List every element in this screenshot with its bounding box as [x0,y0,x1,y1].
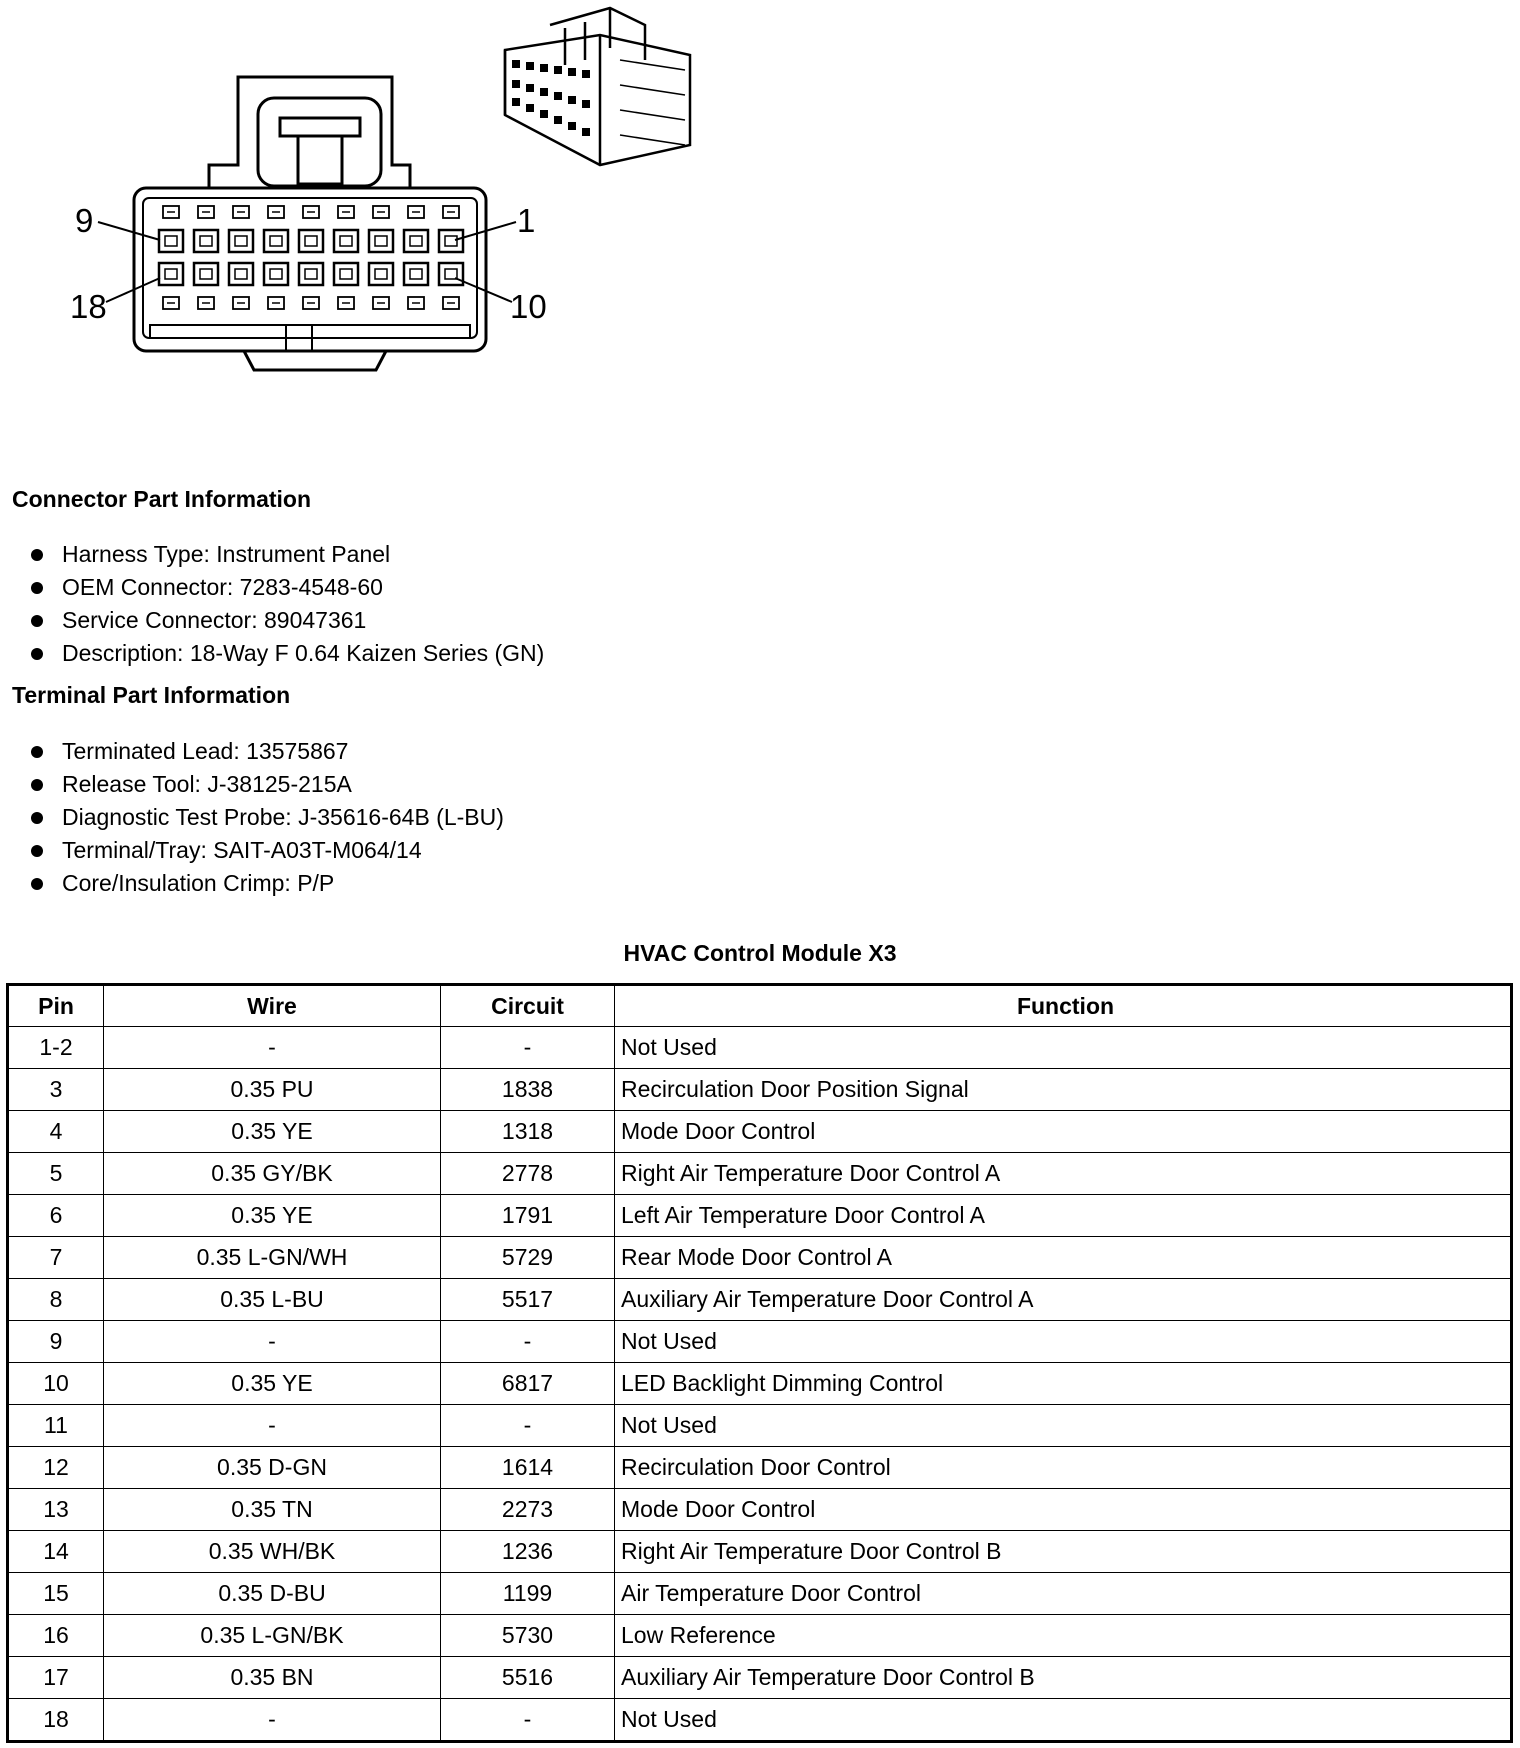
table-body [8,1027,1512,1742]
terminal-cavity [159,230,183,252]
cell-function: Not Used [615,1321,1512,1363]
terminal-contact [305,269,317,279]
terminal-contact [410,269,422,279]
connector-info-title: Connector Part Information [12,486,312,512]
cell-wire: - [104,1321,441,1363]
list-item: Terminal/Tray: SAIT-A03T-M064/14 [26,834,504,867]
cell-function: Right Air Temperature Door Control A [615,1153,1512,1195]
terminal-contact [165,236,177,246]
table-header-row [8,985,1512,1027]
terminal-info-list [26,735,504,900]
cell-function: Auxiliary Air Temperature Door Control A [615,1279,1512,1321]
list-item: Harness Type: Instrument Panel [26,538,544,571]
cell-wire: 0.35 L-BU [104,1279,441,1321]
terminal-contact [445,236,457,246]
cell-pin: 9 [8,1321,104,1363]
table-row [8,1573,1512,1615]
cell-function: Air Temperature Door Control [615,1573,1512,1615]
cell-function: Low Reference [615,1615,1512,1657]
cell-wire: 0.35 L-GN/BK [104,1615,441,1657]
cell-function: LED Backlight Dimming Control [615,1363,1512,1405]
table-row [8,1195,1512,1237]
cell-pin: 11 [8,1405,104,1447]
terminal-contact [270,236,282,246]
terminal-contact [165,269,177,279]
cell-circuit: 2273 [441,1489,615,1531]
cell-function: Rear Mode Door Control A [615,1237,1512,1279]
cell-circuit: 1614 [441,1447,615,1489]
column-header-circuit: Circuit [441,985,615,1027]
cell-circuit: 1838 [441,1069,615,1111]
connector-info-list [26,538,544,670]
terminal-cavity [194,263,218,285]
terminal-cavity [159,263,183,285]
column-header-function: Function [615,985,1512,1027]
terminal-contact [305,236,317,246]
cell-circuit: 1791 [441,1195,615,1237]
cell-function: Not Used [615,1405,1512,1447]
cell-circuit: 5730 [441,1615,615,1657]
terminal-contact [200,236,212,246]
cell-pin: 17 [8,1657,104,1699]
cell-circuit: 5517 [441,1279,615,1321]
cell-circuit: - [441,1405,615,1447]
pin-label-1: 1 [517,202,536,239]
terminal-cavity [264,263,288,285]
terminal-cavity [264,230,288,252]
terminal-cavity [369,230,393,252]
terminal-contact [270,269,282,279]
table-row [8,1489,1512,1531]
terminal-cavity [229,230,253,252]
cell-function: Recirculation Door Control [615,1447,1512,1489]
cell-pin: 7 [8,1237,104,1279]
terminal-cavity [299,263,323,285]
terminal-contact [375,269,387,279]
cell-pin: 8 [8,1279,104,1321]
table-row [8,1615,1512,1657]
cell-function: Right Air Temperature Door Control B [615,1531,1512,1573]
cell-wire: 0.35 YE [104,1195,441,1237]
pin-label-18: 18 [70,288,107,325]
cell-pin: 16 [8,1615,104,1657]
cell-circuit: 5729 [441,1237,615,1279]
terminal-contact [375,236,387,246]
list-item: Release Tool: J-38125-215A [26,768,504,801]
column-header-pin: Pin [8,985,104,1027]
cell-wire: - [104,1027,441,1069]
terminal-cavity [439,230,463,252]
cell-pin: 14 [8,1531,104,1573]
list-item: Diagnostic Test Probe: J-35616-64B (L-BU) [26,801,504,834]
cell-wire: 0.35 D-GN [104,1447,441,1489]
cell-circuit: 5516 [441,1657,615,1699]
cell-wire: - [104,1699,441,1742]
cell-wire: 0.35 YE [104,1363,441,1405]
list-item: Terminated Lead: 13575867 [26,735,504,768]
pin-label-9: 9 [75,202,94,239]
terminal-info-title: Terminal Part Information [12,682,291,708]
cell-function: Mode Door Control [615,1489,1512,1531]
table-row [8,1321,1512,1363]
terminal-contact [410,236,422,246]
terminal-contact [235,269,247,279]
cell-pin: 4 [8,1111,104,1153]
table-row [8,1237,1512,1279]
cell-circuit: - [441,1027,615,1069]
cell-wire: 0.35 TN [104,1489,441,1531]
cell-wire: 0.35 PU [104,1069,441,1111]
table-row [8,1111,1512,1153]
terminal-contact [340,269,352,279]
terminal-cavity [229,263,253,285]
cell-wire: - [104,1405,441,1447]
table-row [8,1153,1512,1195]
cell-wire: 0.35 D-BU [104,1573,441,1615]
cell-pin: 13 [8,1489,104,1531]
cell-pin: 1-2 [8,1027,104,1069]
cell-function: Left Air Temperature Door Control A [615,1195,1512,1237]
cell-function: Recirculation Door Position Signal [615,1069,1512,1111]
cell-circuit: 1236 [441,1531,615,1573]
list-item: OEM Connector: 7283-4548-60 [26,571,544,604]
cell-wire: 0.35 BN [104,1657,441,1699]
cell-circuit: 1318 [441,1111,615,1153]
terminal-contact [340,236,352,246]
terminal-cavity [439,263,463,285]
cell-pin: 18 [8,1699,104,1742]
terminal-cavity [194,230,218,252]
table-row [8,1405,1512,1447]
table-row [8,1027,1512,1069]
terminal-cavity [334,263,358,285]
terminal-cavity [404,230,428,252]
cell-function: Not Used [615,1699,1512,1742]
pinout-table [6,983,1513,1743]
cell-function: Not Used [615,1027,1512,1069]
cell-wire: 0.35 L-GN/WH [104,1237,441,1279]
terminal-cavity [369,263,393,285]
terminal-cavity [334,230,358,252]
table-row [8,1279,1512,1321]
cell-circuit: 1199 [441,1573,615,1615]
cell-wire: 0.35 WH/BK [104,1531,441,1573]
cell-wire: 0.35 YE [104,1111,441,1153]
cell-function: Mode Door Control [615,1111,1512,1153]
terminal-contact [200,269,212,279]
table-row [8,1363,1512,1405]
cell-circuit: 6817 [441,1363,615,1405]
table-row [8,1531,1512,1573]
table-row [8,1657,1512,1699]
terminal-cavity [404,263,428,285]
terminal-cavity [299,230,323,252]
connector-diagram [0,0,760,400]
table-row [8,1447,1512,1489]
table-row [8,1069,1512,1111]
cell-pin: 15 [8,1573,104,1615]
cell-circuit: - [441,1321,615,1363]
cell-pin: 10 [8,1363,104,1405]
list-item: Service Connector: 89047361 [26,604,544,637]
cell-pin: 12 [8,1447,104,1489]
terminal-contact [235,236,247,246]
cell-function: Auxiliary Air Temperature Door Control B [615,1657,1512,1699]
list-item: Description: 18-Way F 0.64 Kaizen Series (GN) [26,637,544,670]
connector-isometric-illustration [490,0,700,175]
cell-pin: 3 [8,1069,104,1111]
cell-pin: 6 [8,1195,104,1237]
terminal-contact [445,269,457,279]
cell-circuit: 2778 [441,1153,615,1195]
table-title: HVAC Control Module X3 [623,940,897,966]
pin-label-10: 10 [510,288,547,325]
cell-wire: 0.35 GY/BK [104,1153,441,1195]
list-item: Core/Insulation Crimp: P/P [26,867,504,900]
table-row [8,1699,1512,1742]
cell-circuit: - [441,1699,615,1742]
column-header-wire: Wire [104,985,441,1027]
cell-pin: 5 [8,1153,104,1195]
